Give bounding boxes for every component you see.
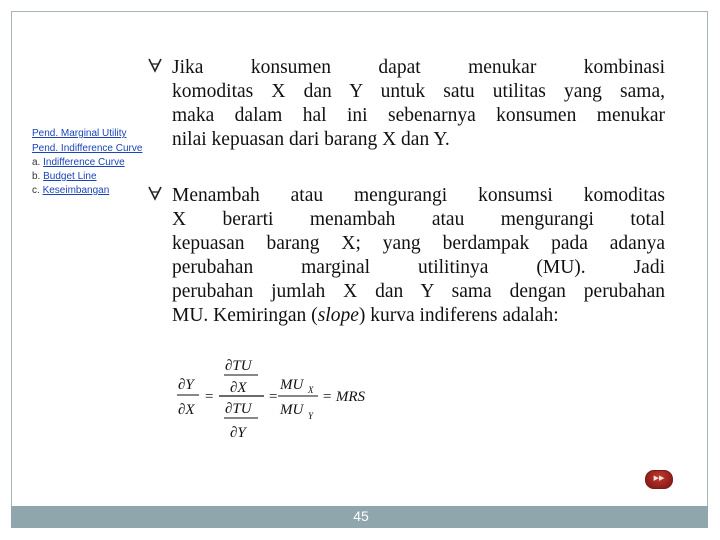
link-keseimbangan[interactable]: Keseimbangan — [42, 185, 110, 196]
text-line: Menambah atau mengurangi konsumsi komoditas — [172, 185, 665, 206]
sidebar-item-b — [32, 170, 172, 184]
next-slide-button[interactable] — [645, 470, 673, 489]
list-marker: a. — [32, 157, 44, 168]
formula-mid-bot-den: ∂Y — [230, 425, 246, 441]
paragraph-1 — [172, 56, 665, 152]
formula-lhs-den: ∂X — [178, 402, 195, 418]
text-line: nilai kepuasan dari barang X dan Y. — [172, 129, 450, 150]
formula-mu-den-sub: Y — [308, 411, 314, 421]
text-line: Jika konsumen dapat menukar kombinasi — [172, 57, 665, 78]
text-line: MU. Kemiringan (slope) kurva indiferens adalah: — [172, 305, 559, 326]
link-indifference-curve[interactable]: Indifference Curve — [43, 157, 125, 168]
formula-lhs-num: ∂Y — [178, 377, 194, 393]
formula-rhs: = MRS — [322, 389, 366, 405]
text-line: X berarti menambah atau mengurangi total — [172, 209, 665, 230]
sidebar-item-indifference-curve — [32, 141, 172, 156]
next-slide-icon: ▶▶ — [653, 474, 665, 482]
formula-mu-den: MU — [280, 402, 304, 418]
formula-eq-2: = — [268, 389, 279, 405]
link-pend-indifference-curve[interactable]: Pend. Indifference Curve — [32, 143, 143, 154]
sidebar-item-a — [32, 156, 172, 170]
emphasis-slope: slope — [317, 305, 359, 326]
page-number: 45 — [353, 508, 369, 524]
sidebar-item-marginal-utility — [32, 126, 172, 141]
formula-mid-top-den: ∂X — [230, 380, 247, 396]
bullet-icon — [147, 184, 163, 207]
link-pend-marginal-utility[interactable]: Pend. Marginal Utility — [32, 128, 127, 139]
text-line: kepuasan barang X; yang berdampak pada adanya — [172, 233, 665, 254]
text-line: perubahan jumlah X dan Y sama dengan perubahan — [172, 281, 665, 302]
text-line: komoditas X dan Y untuk satu utilitas yang sama, — [172, 81, 665, 102]
text-line: perubahan marginal utilitinya (MU). Jadi — [172, 257, 665, 278]
paragraph-2 — [172, 184, 665, 328]
formula-eq: = — [204, 389, 215, 405]
link-budget-line[interactable]: Budget Line — [43, 171, 97, 182]
formula-mu-num-sub: X — [308, 385, 314, 395]
bullet-icon — [147, 56, 163, 79]
mrs-formula — [172, 350, 392, 450]
text-line: maka dalam hal ini sebenarnya konsumen menukar — [172, 105, 665, 126]
formula-mid-bot-num: ∂TU — [225, 401, 252, 417]
list-marker: b. — [32, 171, 44, 182]
formula-mu-num: MU — [280, 377, 304, 393]
list-marker: c. — [32, 185, 43, 196]
formula-mid-top-num: ∂TU — [225, 358, 252, 374]
